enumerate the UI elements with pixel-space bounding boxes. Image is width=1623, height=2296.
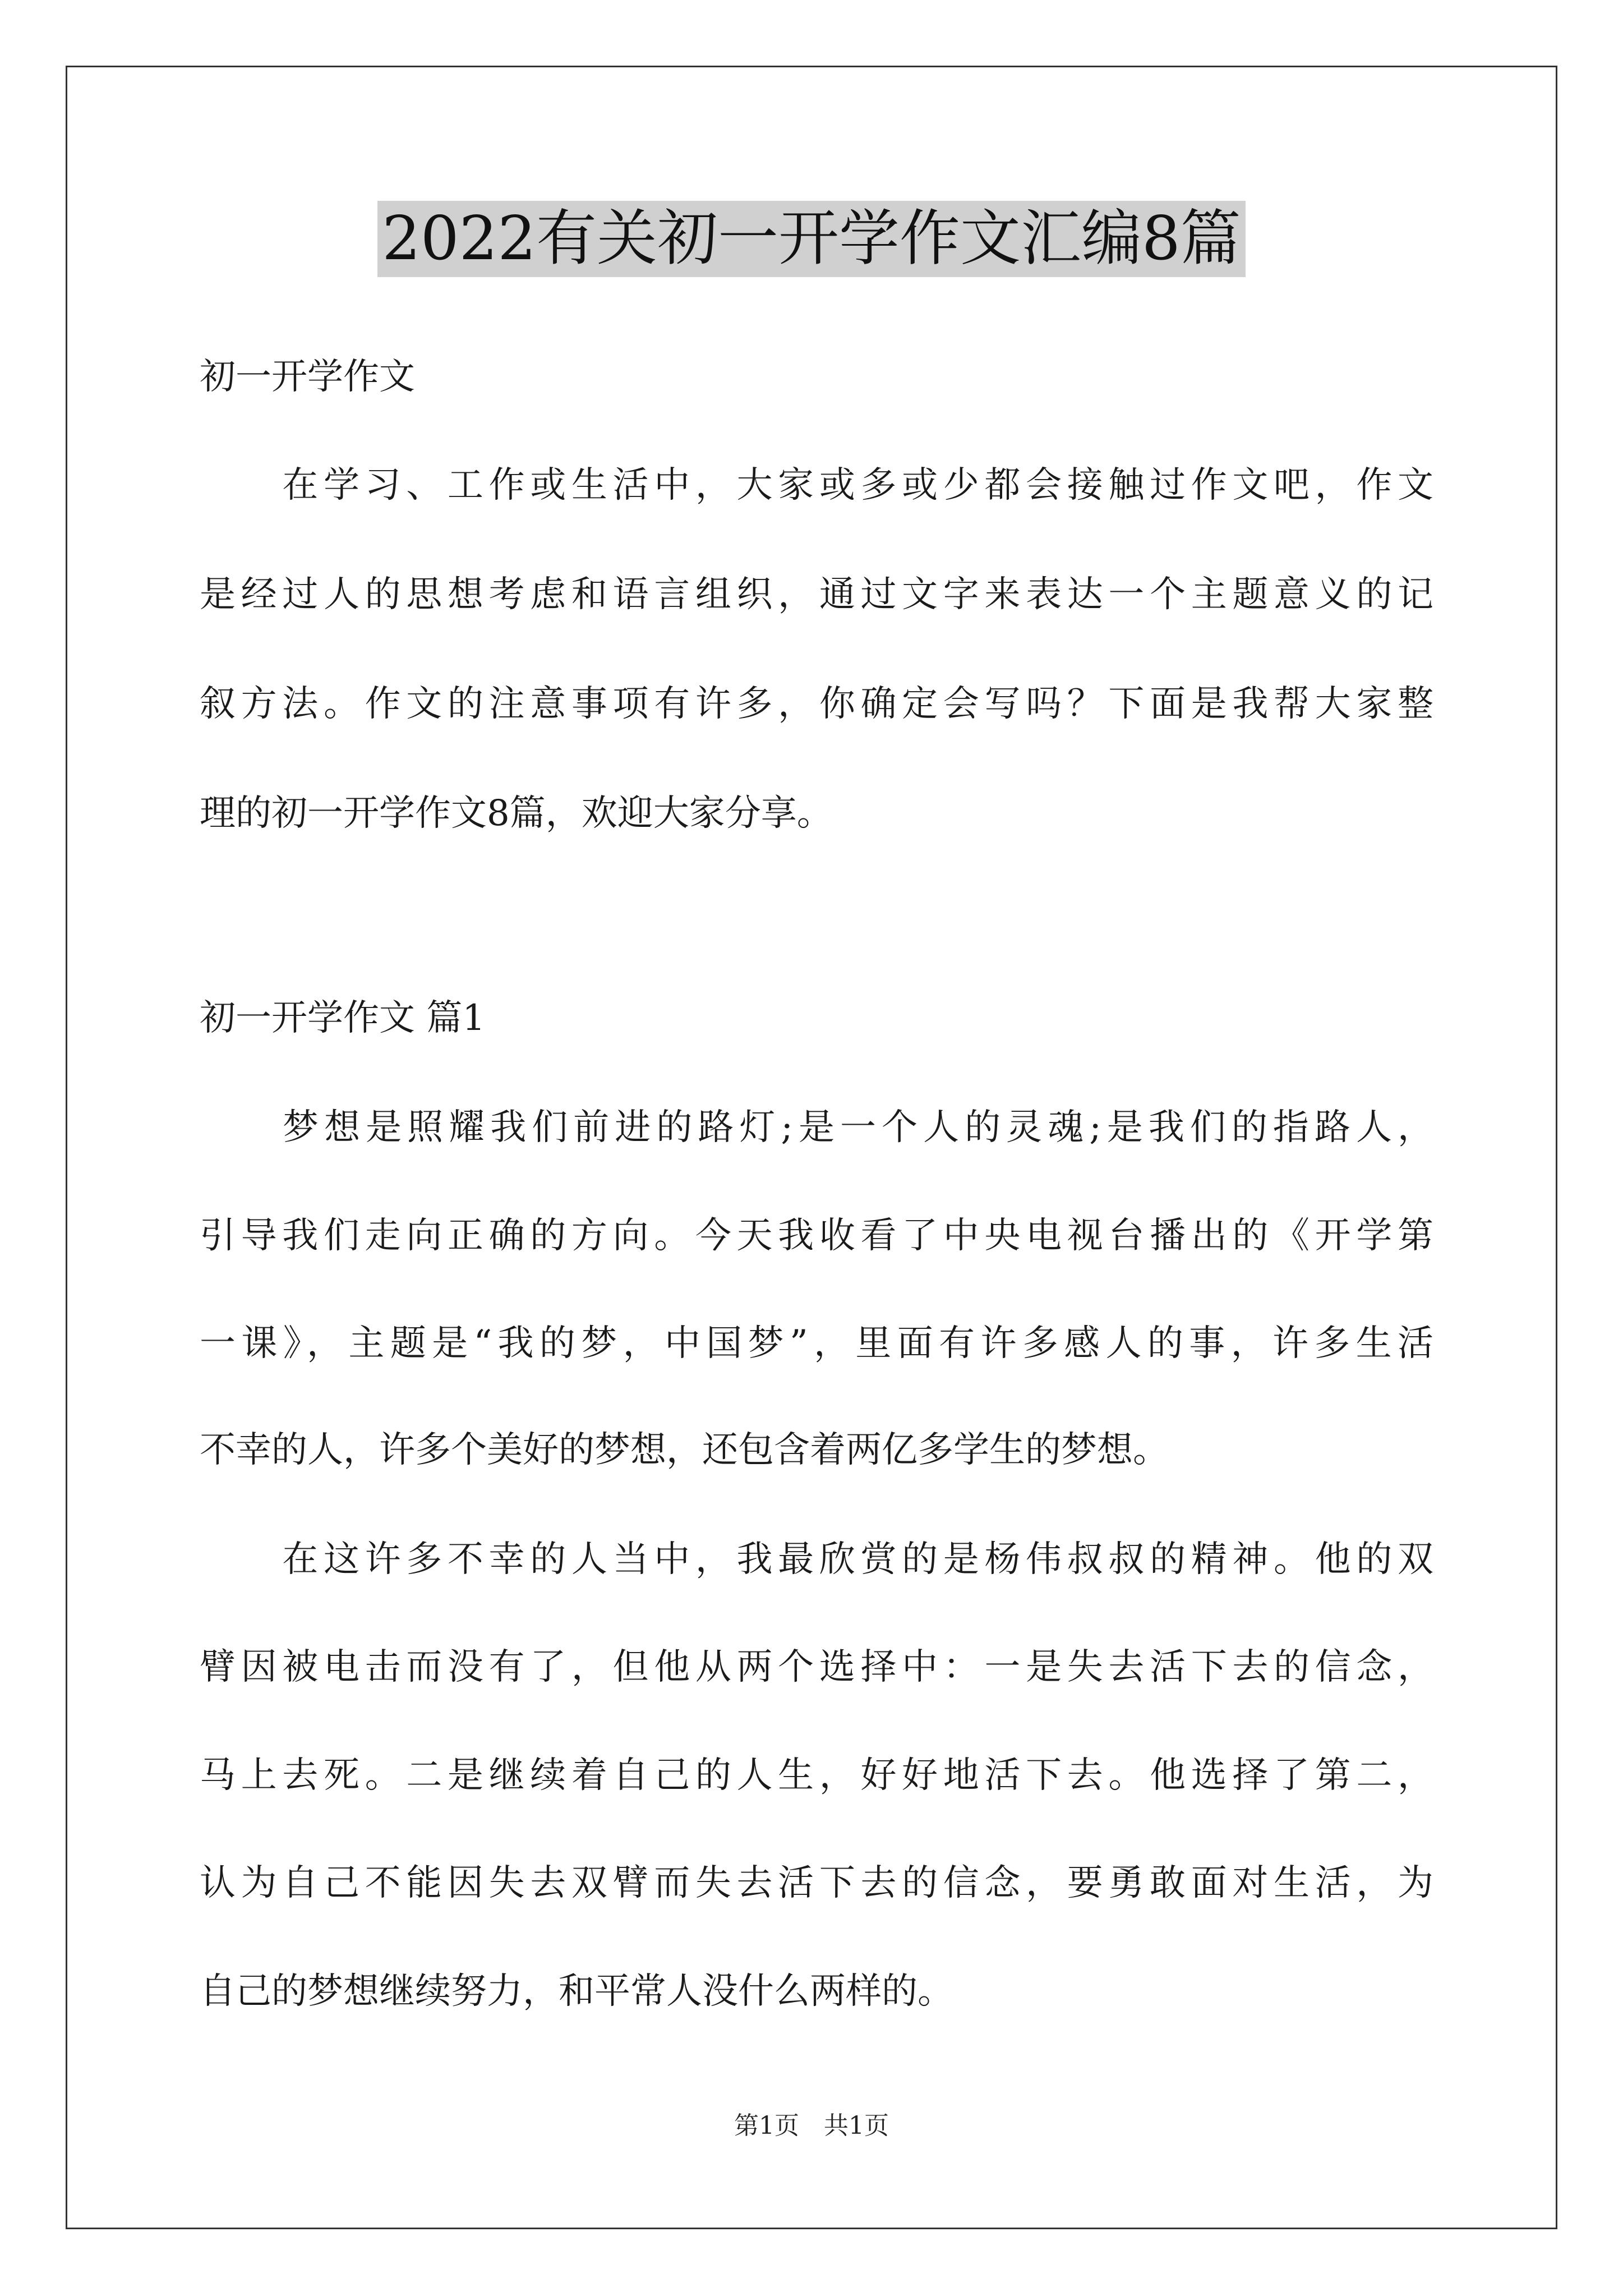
document-title: 2022有关初一开学作文汇编8篇	[377, 201, 1246, 277]
section-heading: 初一开学作文	[200, 356, 415, 398]
paragraph-line: 臂因被电击而没有了，但他从两个选择中：一是失去活下去的信念，	[200, 1646, 1433, 1688]
paragraph-line: 理的初一开学作文8篇，欢迎大家分享。	[200, 793, 833, 834]
paragraph-line: 一课》，主题是“我的梦，中国梦”，里面有许多感人的事，许多生活	[200, 1323, 1433, 1364]
title-block	[0, 201, 1623, 277]
paragraph-line: 马上去死。二是继续着自己的人生，好好地活下去。他选择了第二，	[200, 1755, 1433, 1796]
paragraph-line: 引导我们走向正确的方向。今天我收看了中央电视台播出的《开学第	[200, 1215, 1433, 1257]
paragraph-line: 自己的梦想继续努力，和平常人没什么两样的。	[200, 1971, 953, 2012]
section-heading: 初一开学作文 篇1	[200, 997, 486, 1039]
paragraph-line: 叙方法。作文的注意事项有许多，你确定会写吗？下面是我帮大家整	[200, 683, 1433, 725]
paragraph-line: 梦想是照耀我们前进的路灯;是一个人的灵魂;是我们的指路人，	[200, 1107, 1433, 1148]
paragraph-line: 认为自己不能因失去双臂而失去活下去的信念，要勇敢面对生活，为	[200, 1862, 1433, 1904]
paragraph-line: 是经过人的思想考虑和语言组织，通过文字来表达一个主题意义的记	[200, 574, 1433, 615]
page-number: 第1页 共1页	[734, 2111, 889, 2140]
paragraph-line: 在这许多不幸的人当中，我最欣赏的是杨伟叔叔的精神。他的双	[200, 1539, 1433, 1580]
paragraph-line: 不幸的人，许多个美好的梦想，还包含着两亿多学生的梦想。	[200, 1429, 1169, 1471]
paragraph-line: 在学习、工作或生活中，大家或多或少都会接触过作文吧，作文	[200, 464, 1433, 506]
